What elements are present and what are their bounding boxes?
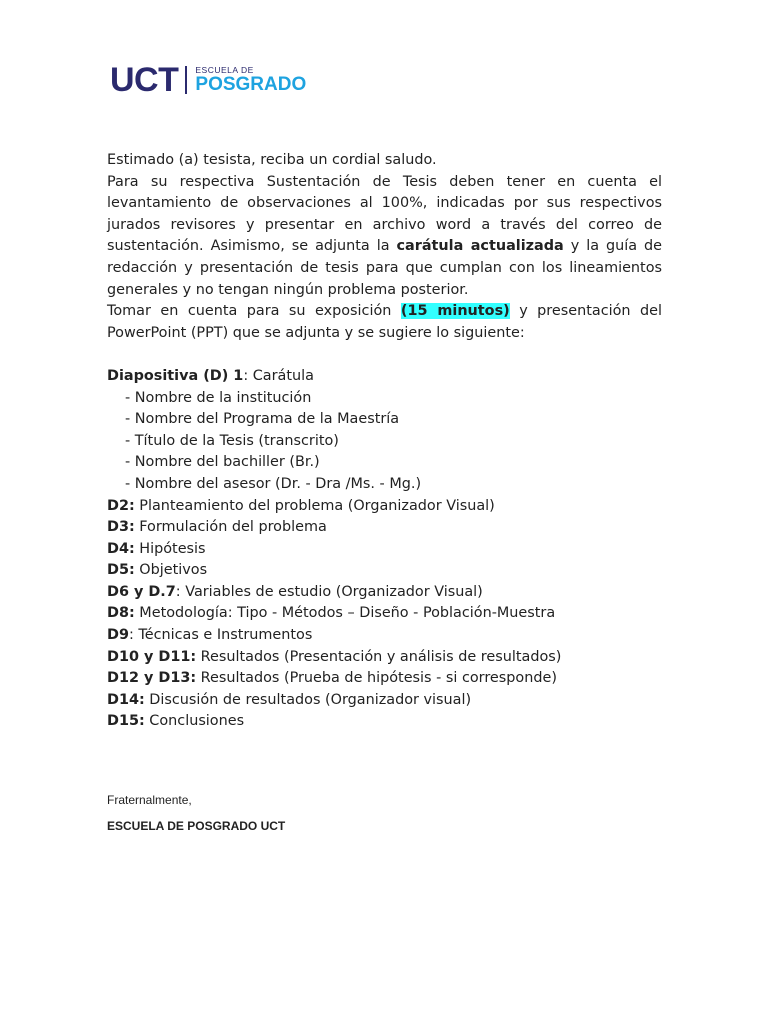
letter-body [107, 150, 662, 733]
spacer [107, 344, 662, 366]
paragraph-instructions-a: Para su respectiva Sustentación de Tesis deben tener en cuenta el levantamiento de observaciones al 100%, indicadas por sus respectivos jurados revisores y presentar en archivo word a través del correo de sustentación. Asimismo, se adjunta la [107, 173, 662, 255]
greeting: Estimado (a) tesista, reciba un cordial saludo. [107, 152, 437, 168]
logo-school-big: POSGRADO [195, 74, 307, 96]
closing-text: Fraternalmente, [107, 793, 192, 807]
slide-code: D9 [107, 627, 129, 644]
slide-list [107, 366, 662, 733]
logo-divider [185, 66, 187, 94]
slide-item [107, 496, 662, 518]
signature: ESCUELA DE POSGRADO UCT [107, 819, 286, 833]
slide-code: D10 y D11: [107, 648, 197, 665]
slide-text: Resultados (Prueba de hipótesis - si corresponde) [196, 670, 557, 687]
slide-item [107, 517, 662, 539]
slide-item [107, 668, 662, 690]
paragraph-instructions-c: y la guía de redacción y presentación de tesis para que cumplan con los lineamientos generales y no tengan ningún problema posterior. [107, 238, 662, 298]
slide-code: D3: [107, 519, 135, 536]
slide-text: Metodología: Tipo - Métodos – Diseño - Población-Muestra [134, 605, 556, 622]
logo-school-name [195, 66, 306, 95]
d1-item: - Nombre del asesor (Dr. - Dra /Ms. - Mg.) [125, 475, 422, 492]
slide-text: Objetivos [134, 562, 208, 579]
slide-d1 [107, 366, 662, 388]
slide-code: D2: [107, 497, 135, 514]
slide-text: Hipótesis [134, 540, 206, 557]
slide-item [107, 560, 662, 582]
slide-item [107, 625, 662, 647]
slide-text: : Técnicas e Instrumentos [128, 627, 313, 644]
slide-item [107, 690, 662, 712]
slide-code: D15: [107, 713, 145, 730]
caratula-actualizada: carátula actualizada [396, 238, 564, 255]
slide-text: : Carátula [243, 367, 314, 384]
paragraph-exposicion-c: y presentación del PowerPoint (PPT) que se adjunta y se sugiere lo siguiente: [107, 303, 662, 341]
slide-item [107, 647, 662, 669]
slide-text: Conclusiones [144, 713, 245, 730]
uct-posgrado-logo [110, 60, 306, 100]
paragraph-exposicion [107, 301, 662, 344]
slide-code: D12 y D13: [107, 670, 197, 687]
slide-item [107, 582, 662, 604]
slide-text: Formulación del problema [134, 519, 327, 536]
slide-text: Discusión de resultados (Organizador visual) [144, 691, 472, 708]
slide-text: : Variables de estudio (Organizador Visual) [175, 583, 483, 600]
d1-item: - Nombre del Programa de la Maestría [125, 411, 400, 428]
slide-code: Diapositiva (D) 1 [107, 367, 244, 384]
slide-code: D5: [107, 562, 135, 579]
slide-code: D4: [107, 540, 135, 557]
paragraph-instructions [107, 172, 662, 302]
slide-code: D6 y D.7 [107, 583, 176, 600]
slide-code: D8: [107, 605, 135, 622]
d1-item: - Título de la Tesis (transcrito) [125, 432, 339, 449]
d1-item: - Nombre de la institución [125, 389, 312, 406]
logo-uct-text: UCT [110, 61, 179, 99]
d1-item: - Nombre del bachiller (Br.) [125, 454, 320, 471]
slide-item [107, 711, 662, 733]
logo-school-small: ESCUELA DE [195, 64, 254, 75]
paragraph-exposicion-a: Tomar en cuenta para su exposición [107, 303, 401, 320]
slide-text: Resultados (Presentación y análisis de resultados) [196, 648, 562, 665]
slide-text: Planteamiento del problema (Organizador Visual) [134, 497, 495, 514]
time-highlight: (15 minutos) [400, 303, 510, 320]
slide-code: D14: [107, 691, 145, 708]
slide-item [107, 603, 662, 625]
slide-item [107, 539, 662, 561]
